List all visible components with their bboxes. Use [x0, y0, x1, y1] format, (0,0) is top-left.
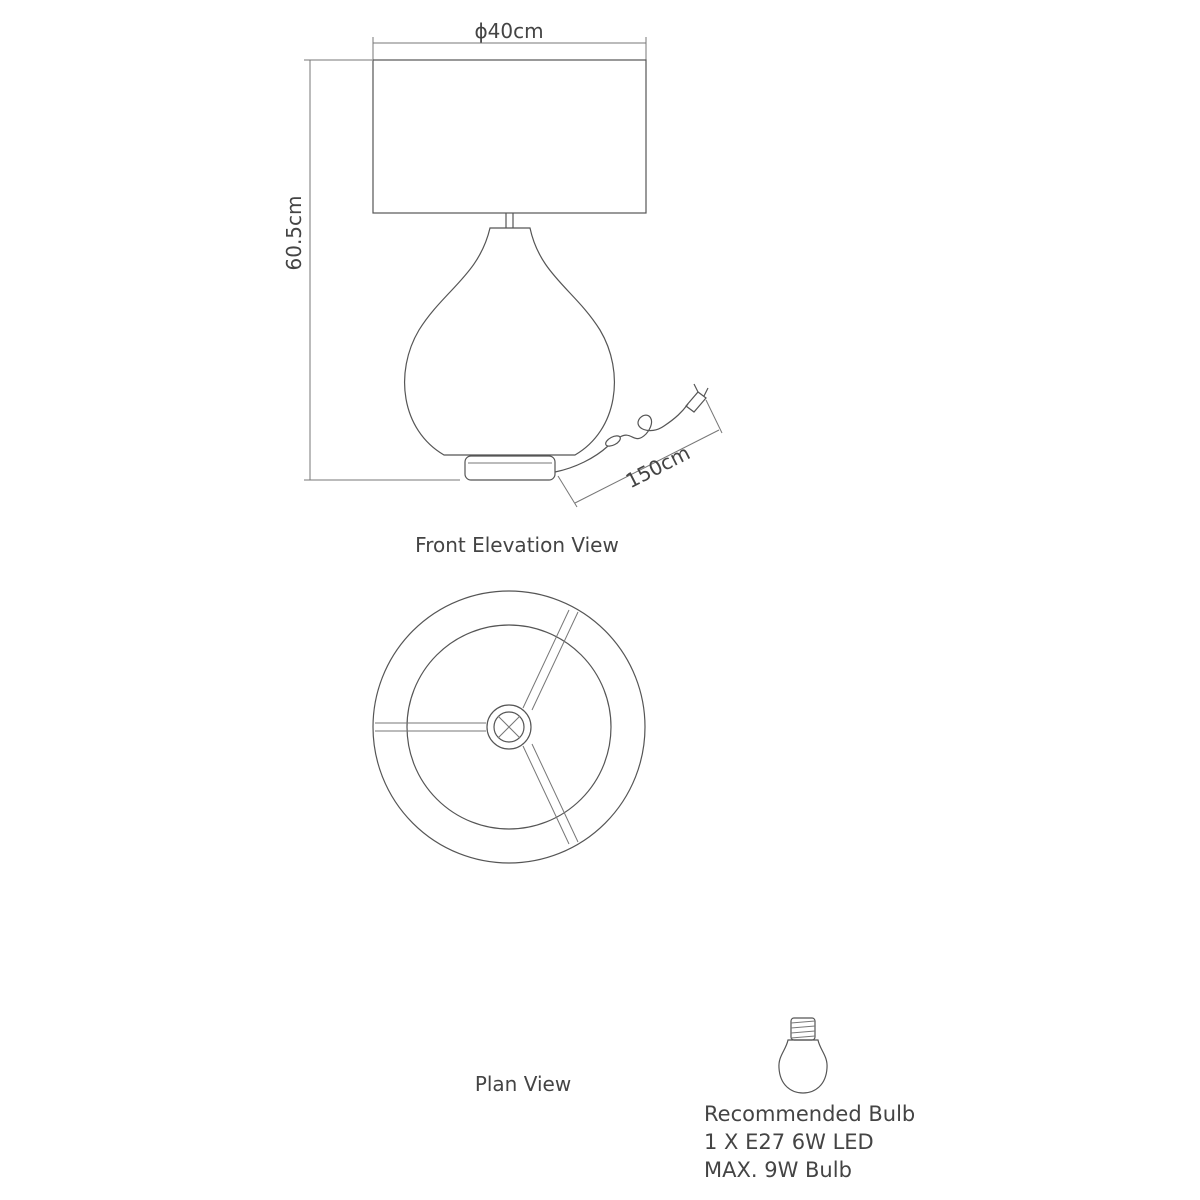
height-label: 60.5cm: [282, 195, 306, 271]
lamp-base: [465, 456, 555, 480]
lamp-stem: [506, 213, 513, 228]
lamp-shade: [373, 60, 646, 213]
plug: [686, 392, 706, 412]
bulb-line-3: MAX. 9W Bulb: [704, 1158, 852, 1182]
plan-view: [373, 591, 645, 1096]
front-view-caption: Front Elevation View: [415, 533, 619, 557]
bulb-line-1: Recommended Bulb: [704, 1102, 916, 1126]
width-label: ϕ40cm: [474, 19, 544, 43]
cable-dimension: [558, 400, 722, 507]
shade-spokes: [375, 610, 578, 844]
bulb-line-2: 1 X E27 6W LED: [704, 1130, 874, 1154]
light-bulb-icon: [779, 1018, 827, 1093]
lamp-body: [405, 228, 615, 455]
height-dimension: [282, 60, 460, 480]
width-dimension: [373, 19, 646, 60]
plan-view-caption: Plan View: [474, 1072, 572, 1096]
front-elevation: [282, 19, 722, 557]
recommended-bulb: [704, 1018, 915, 1182]
inline-switch: [604, 434, 622, 449]
cable-label: 150cm: [621, 440, 694, 494]
lamp-holder-hub: [487, 705, 531, 749]
